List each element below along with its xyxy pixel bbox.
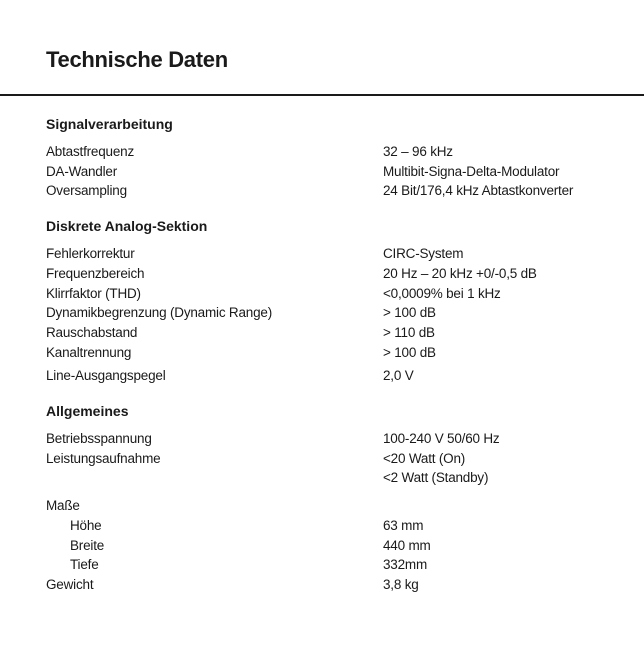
spec-value: 332mm [383,557,428,573]
spec-label: Gewicht [46,576,94,592]
spec-value: > 100 dB [383,305,436,321]
spec-row [46,162,626,182]
spec-label: Breite [70,537,105,553]
spec-value: > 110 dB [383,324,435,340]
spec-label: Höhe [70,517,102,533]
spec-value: 2,0 V [383,368,414,384]
section-heading: Signalverarbeitung [46,116,173,132]
spec-value: <2 Watt (Standby) [383,470,489,486]
spec-value: 20 Hz – 20 kHz +0/-0,5 dB [383,265,537,281]
title-divider [0,94,644,96]
spec-row [46,468,626,488]
spec-row [46,496,626,516]
spec-row [46,343,626,363]
spec-value: 440 mm [383,537,431,553]
spec-row [46,142,626,162]
spec-value: 32 – 96 kHz [383,144,453,159]
spec-label: Oversampling [46,183,127,199]
page-title: Technische Daten [46,47,228,72]
spec-value: 3,8 kg [383,576,419,592]
spec-value [383,496,626,516]
spec-label: Dynamikbegrenzung (Dynamic Range) [46,305,273,321]
spec-value: 63 mm [383,517,424,533]
spec-row [46,181,626,201]
spec-row [46,449,626,469]
spec-value: <20 Watt (On) [383,450,466,466]
spec-label: Rauschabstand [46,324,138,340]
spec-row [46,323,626,343]
section-allgemeines [46,401,626,595]
section-diskrete-analog-sektion [46,216,626,386]
spec-value: 100-240 V 50/60 Hz [383,431,500,447]
spec-value: <0,0009% bei 1 kHz [383,285,501,301]
section-heading: Allgemeines [46,403,129,420]
spec-label: Frequenzbereich [46,265,145,281]
spec-row [46,303,626,323]
spec-row [46,284,626,304]
spec-row [46,264,626,284]
spec-sections [46,114,626,610]
spec-label: Fehlerkorrektur [46,246,135,262]
spec-label [46,468,383,488]
spec-label: Klirrfaktor (THD) [46,285,141,301]
spec-label: Kanaltrennung [46,344,132,360]
spec-label: Tiefe [70,557,99,573]
spec-label: Leistungsaufnahme [46,450,161,466]
spec-row [46,555,626,575]
spec-row [46,244,626,264]
spec-label: Betriebsspannung [46,431,152,447]
spec-label: Line-Ausgangspegel [46,368,166,384]
spec-value: > 100 dB [383,344,436,360]
spec-row [46,366,626,386]
spec-label: Maße [46,498,80,514]
section-heading: Diskrete Analog-Sektion [46,218,208,235]
spec-row [46,516,626,536]
section-signalverarbeitung [46,114,626,201]
spec-label: DA-Wandler [46,163,118,179]
spec-row [46,575,626,595]
spec-row [46,429,626,449]
spec-value: 24 Bit/176,4 kHz Abtastkonverter [383,183,574,199]
spec-label: Abtastfrequenz [46,144,135,159]
spec-value: CIRC-System [383,246,464,262]
spec-row [46,536,626,556]
spec-value: Multibit-Signa-Delta-Modulator [383,163,560,179]
